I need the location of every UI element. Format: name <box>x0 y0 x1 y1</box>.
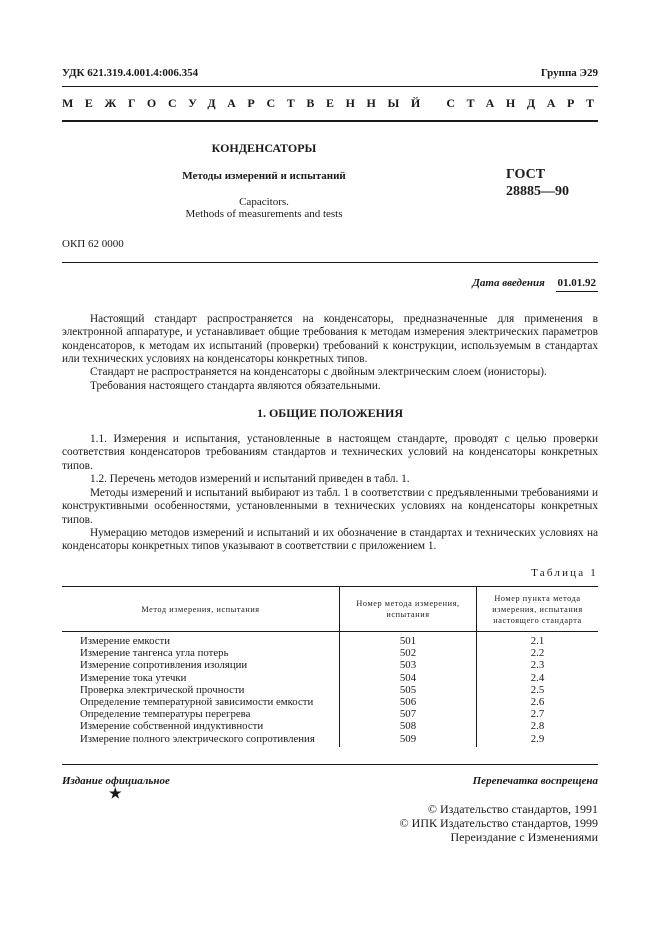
english-title-line1: Capacitors. <box>239 196 289 208</box>
table-cell-clause-number: 2.8 <box>477 720 599 732</box>
section-paragraph: Методы измерений и испытаний выбирают из табл. 1 в соответствии с предъявленными требованиями и конструктивными особенностями, установленными в технических условиях на конденсаторы конкретных типов. <box>62 487 598 526</box>
table-cell-clause-number: 2.4 <box>477 672 599 684</box>
table-cell-method-number: 501 <box>340 632 477 648</box>
table-row <box>62 696 598 708</box>
table-cell-clause-number: 2.9 <box>477 733 599 747</box>
table-row <box>62 632 598 648</box>
copyright-line-1: © Издательство стандартов, 1991 <box>427 802 598 816</box>
section-heading: 1. ОБЩИЕ ПОЛОЖЕНИЯ <box>256 406 404 420</box>
table-cell-method: Измерение собственной индуктивности <box>80 720 264 733</box>
table-cell-method: Проверка электрической прочности <box>80 683 245 696</box>
document-subtitle: Методы измерений и испытаний <box>182 170 346 182</box>
table-cell-method-number: 508 <box>340 720 477 732</box>
table-cell-clause-number: 2.2 <box>477 647 599 659</box>
intro-paragraph: Требования настоящего стандарта являются обязательными. <box>90 380 381 392</box>
table-row <box>62 672 598 684</box>
official-edition-label: Издание официальное <box>62 775 170 787</box>
table-cell-method-number: 502 <box>340 647 477 659</box>
table-row <box>62 647 598 659</box>
star-icon: ★ <box>109 787 122 802</box>
table-row <box>62 720 598 732</box>
table-row <box>62 684 598 696</box>
gost-label: ГОСТ <box>506 167 546 182</box>
column-header-method: Метод измерения, испытания <box>62 587 340 632</box>
section-paragraph: 1.2. Перечень методов измерений и испытаний приведен в табл. 1. <box>90 473 410 485</box>
table-cell-method-number: 506 <box>340 696 477 708</box>
introduction-date <box>472 277 598 292</box>
group-code: Группа Э29 <box>540 67 598 79</box>
intro-paragraph: Стандарт не распространяется на конденсаторы с двойным электрическим слоем (ионисторы). <box>90 366 547 378</box>
udk-code: УДК 621.319.4.001.4:006.354 <box>62 67 199 79</box>
copyright-line-2: © ИПК Издательство стандартов, 1999 <box>399 816 598 830</box>
table-header-row <box>62 587 598 632</box>
reissue-note: Переиздание с Изменениями <box>450 830 598 844</box>
header-rule-top <box>62 86 598 87</box>
table-cell-method-number: 504 <box>340 672 477 684</box>
table-cell-method: Измерение сопротивления изоляции <box>80 659 248 672</box>
methods-table <box>62 586 598 747</box>
table-cell-method-number: 505 <box>340 684 477 696</box>
table-cell-clause-number: 2.6 <box>477 696 599 708</box>
table-cell-method: Измерение полного электрического сопротивления <box>80 732 315 745</box>
section-paragraph: 1.1. Измерения и испытания, установленные в настоящем стандарте, проводят с целью проверки соответствия конденсаторов требованиям стандартов и технических условий на конденсаторы конкретных типов. <box>62 433 598 472</box>
gost-number: 28885—90 <box>506 184 569 199</box>
reprint-notice: Перепечатка воспрещена <box>472 775 598 787</box>
section-paragraph: Нумерацию методов измерений и испытаний и их обозначение в стандартах и технических условиях на конденсаторы конкретных типов указывают в соответствии с приложением 1. <box>62 527 598 553</box>
table-cell-method-number: 503 <box>340 659 477 671</box>
standard-type: МЕЖГОСУДАРСТВЕННЫЙ СТАНДАРТ <box>62 96 606 110</box>
table-cell-method: Измерение тангенса угла потерь <box>80 647 229 660</box>
table-row <box>62 733 598 747</box>
footer-rule <box>62 764 598 765</box>
column-header-clause-number: Номер пункта метода измерения, испытания настоящего стандарта <box>477 587 599 632</box>
table-cell-method-number: 509 <box>340 733 477 747</box>
english-title-line2: Methods of measurements and tests <box>185 208 343 220</box>
table-cell-method: Измерение емкости <box>80 635 171 647</box>
introduction-date-value: 01.01.92 <box>556 277 599 292</box>
table-cell-method: Измерение тока утечки <box>80 671 187 684</box>
table-cell-method: Определение температурной зависимости емкости <box>80 696 314 709</box>
document-title: КОНДЕНСАТОРЫ <box>211 141 317 155</box>
table-row <box>62 708 598 720</box>
table-cell-clause-number: 2.5 <box>477 684 599 696</box>
table-cell-method: Определение температуры перегрева <box>80 708 251 721</box>
table-caption: Таблица 1 <box>531 567 598 579</box>
introduction-date-label: Дата введения <box>472 277 545 289</box>
header-rule-bottom <box>62 120 598 122</box>
table-cell-clause-number: 2.7 <box>477 708 599 720</box>
intro-paragraph: Настоящий стандарт распространяется на конденсаторы, предназначенные для применения в электронной аппаратуре, и устанавливает общие требования к методам измерения электрических параметров конденсаторов, к методам их испытаний (проверки) требований к конструкции, используемым в стандартах или технических условиях на конденсаторы конкретных типов. <box>62 313 598 365</box>
table-cell-clause-number: 2.1 <box>477 632 599 648</box>
title-rule <box>62 262 598 263</box>
table-cell-method-number: 507 <box>340 708 477 720</box>
column-header-method-number: Номер метода измерения, испытания <box>340 587 477 632</box>
table-row <box>62 659 598 671</box>
table-cell-clause-number: 2.3 <box>477 659 599 671</box>
okp-code: ОКП 62 0000 <box>62 238 124 250</box>
